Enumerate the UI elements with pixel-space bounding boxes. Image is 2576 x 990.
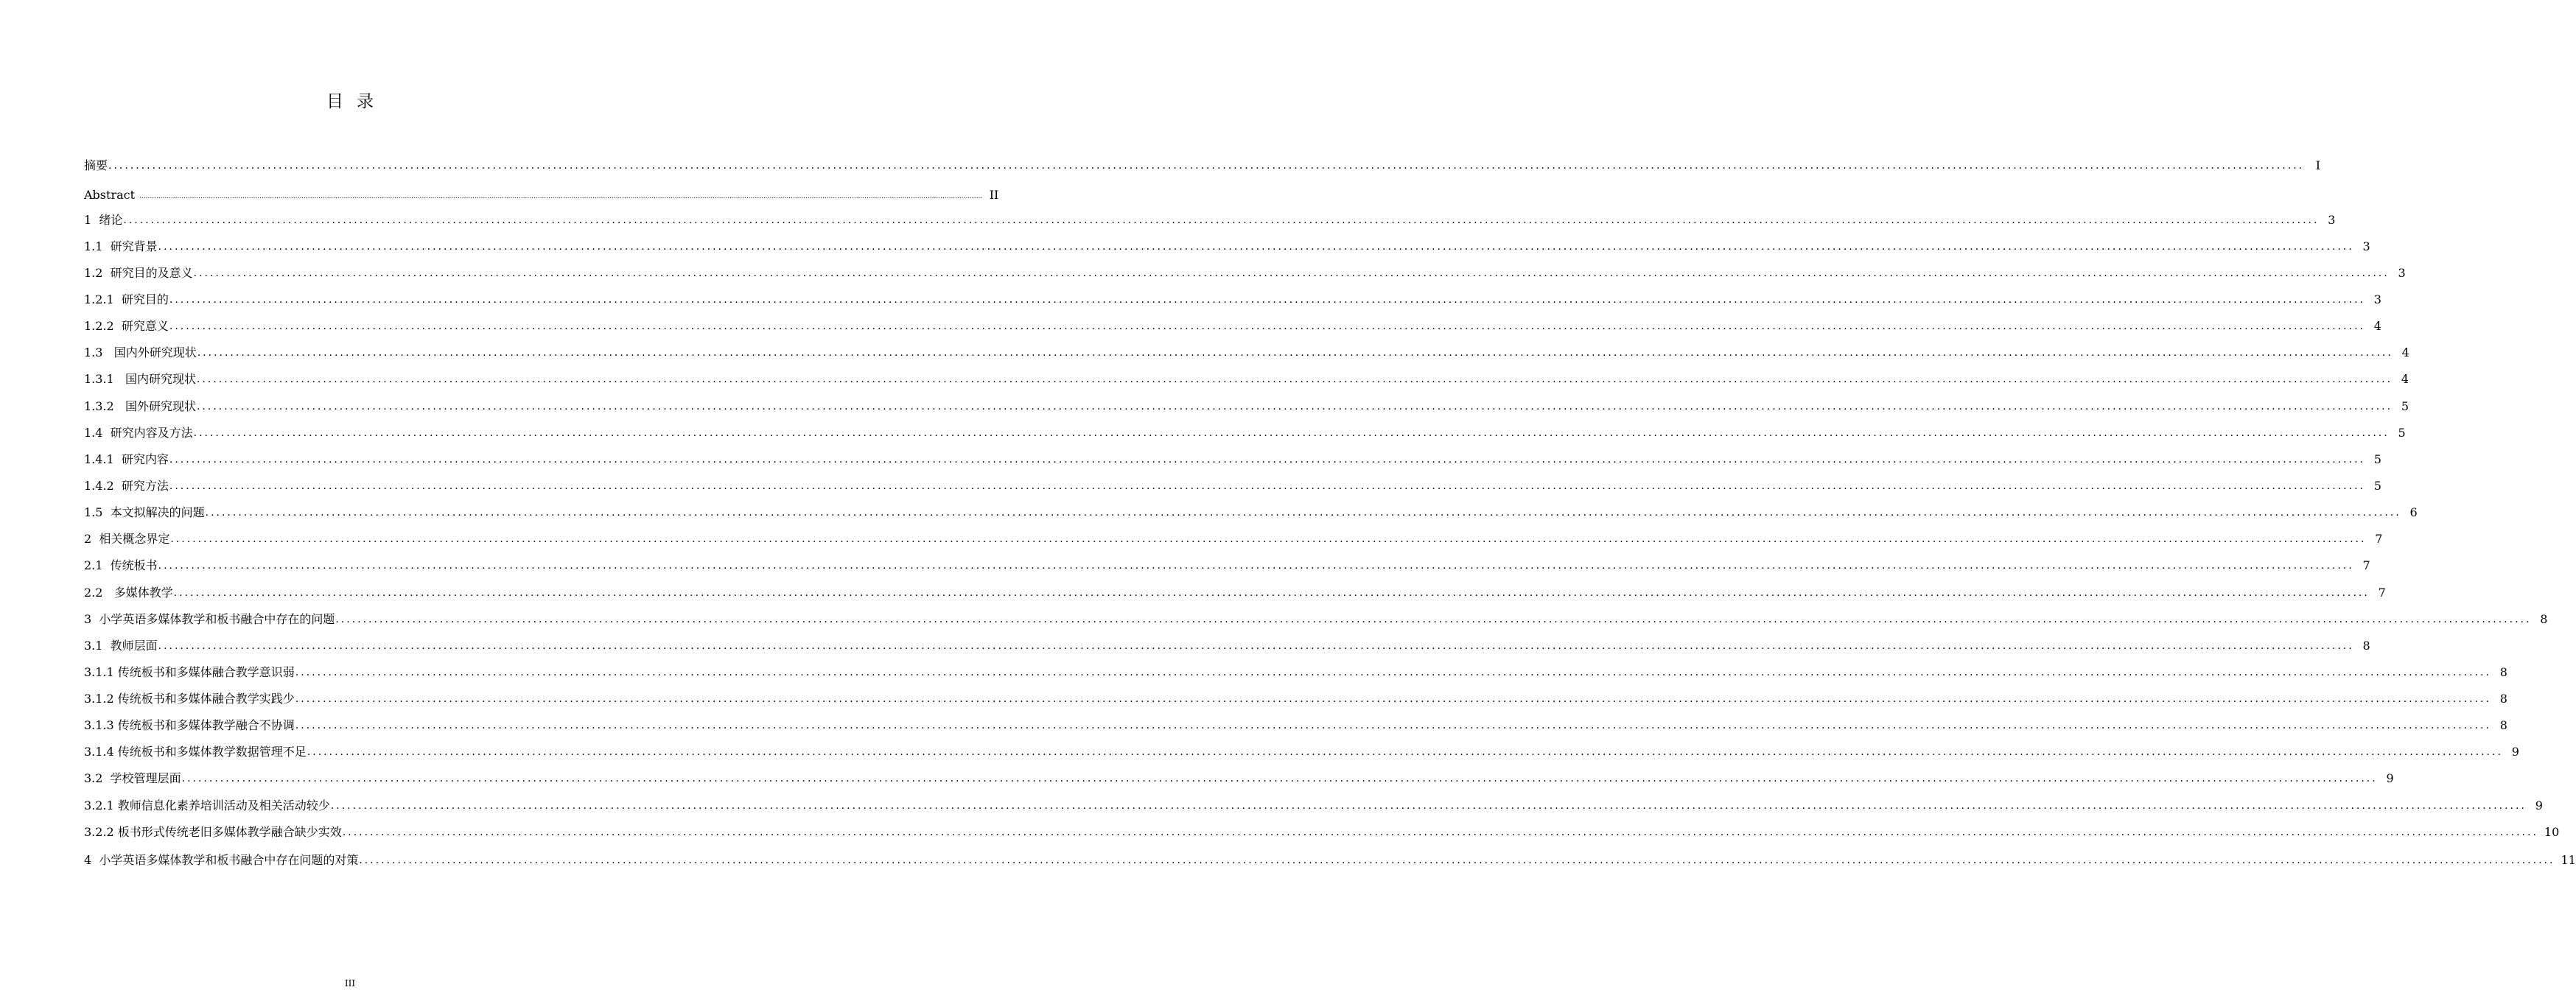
toc-dot-leader: ................................................................................................................................................................................................................................................................................................................................................................................................................ bbox=[197, 347, 2393, 359]
toc-entry-page: 5 bbox=[2373, 452, 2381, 466]
toc-entry-label: 1.1 研究背景 bbox=[84, 239, 158, 253]
toc-entry-page: I bbox=[2315, 158, 2321, 172]
toc-entry-label: Abstract bbox=[84, 188, 136, 202]
toc-entry-page: 5 bbox=[2398, 426, 2406, 440]
toc-dot-leader: ................................................................................................................................................................................................................................................................................................................................................................................................................ bbox=[169, 320, 2365, 332]
toc-dot-leader: ................................................................................................................................................................................................................................................................................................................................................................................................................ bbox=[181, 773, 2378, 784]
toc-entry[interactable] bbox=[84, 182, 999, 208]
toc-dot-leader: ................................................................................................................................................................................................................................................................................................................................................................................................................ bbox=[123, 214, 2320, 226]
toc-dot-leader: ................................................................................................................................................................................................................................................................................................................................................................................................................ bbox=[158, 241, 2354, 253]
toc-entry-page: 4 bbox=[2401, 345, 2409, 359]
toc-entry-label: 1.3.1 国内研究现状 bbox=[84, 372, 196, 386]
toc-entry-label: 1.3.2 国外研究现状 bbox=[84, 399, 196, 413]
toc-dot-leader: ................................................................................................................................................................................................................................................................................................................................................................................................................ bbox=[196, 373, 2393, 385]
toc-entry-label: 3.1 教师层面 bbox=[84, 639, 158, 653]
toc-dot-leader: ................................................................................................................................................................................................................................................................................................................................................................................................................ bbox=[359, 854, 2555, 866]
toc-entry-page: 7 bbox=[2378, 586, 2386, 600]
toc-dot-leader: ................................................................................................................................................................................................................................................................................................................................................................................................................ bbox=[169, 480, 2365, 492]
toc-entry-page: 3 bbox=[2328, 213, 2336, 227]
toc-entry-page: 3 bbox=[2373, 292, 2381, 306]
toc-entry-label: 1.3 国内外研究现状 bbox=[84, 345, 197, 359]
toc-entry-page: 8 bbox=[2499, 692, 2507, 706]
toc-dot-leader: ................................................................................................................................................................................................................................................................................................................................................................................................................ bbox=[330, 800, 2527, 812]
toc-entry-label: 3.1.2 传统板书和多媒体融合教学实践少 bbox=[84, 692, 295, 706]
toc-entry-page: 7 bbox=[2362, 558, 2370, 572]
toc-entry-page: 7 bbox=[2375, 532, 2383, 546]
toc-entry[interactable] bbox=[84, 366, 2409, 393]
toc-entry[interactable] bbox=[84, 793, 2543, 819]
toc-dot-leader: ................................................................................................................................................................................................................................................................................................................................................................................................................ bbox=[295, 693, 2491, 705]
toc-entry-label: 3.2.2 板书形式传统老旧多媒体教学融合缺少实效 bbox=[84, 825, 342, 839]
toc-entry-page: 10 bbox=[2544, 825, 2560, 839]
toc-entry[interactable] bbox=[84, 847, 2576, 874]
toc-entry-page: 3 bbox=[2398, 266, 2406, 280]
toc-entry[interactable] bbox=[84, 606, 2548, 633]
toc-entry[interactable] bbox=[84, 234, 2370, 260]
toc-dot-leader: ................................................................................................................................................................................................................................................................................................................................................................................................................ bbox=[158, 640, 2354, 652]
toc-entry-label: 3.1.4 传统板书和多媒体教学数据管理不足 bbox=[84, 745, 307, 759]
toc-entry[interactable] bbox=[84, 393, 2409, 420]
toc-entry[interactable] bbox=[84, 499, 2418, 526]
toc-entry[interactable] bbox=[84, 313, 2381, 340]
toc-entry-page: 9 bbox=[2386, 771, 2394, 785]
toc-dot-leader: ................................................................................................................................................................................................................................................................................................................................................................................................................ bbox=[295, 720, 2491, 731]
toc-entry[interactable] bbox=[84, 207, 2336, 234]
toc-dot-leader: ................................................................................................................................................................................................................................................................................................................................................................................................................ bbox=[173, 587, 2370, 599]
toc-entry[interactable] bbox=[84, 420, 2406, 446]
toc-entry-page: 6 bbox=[2409, 505, 2418, 519]
toc-entry-label: 2.2 多媒体教学 bbox=[84, 586, 173, 600]
toc-dot-leader: ................................................................................................................................................................................................................................................................................................................................................................................................................ bbox=[193, 267, 2390, 279]
toc-entry-page: 8 bbox=[2499, 718, 2507, 732]
toc-entry[interactable] bbox=[84, 552, 2370, 579]
toc-entry-page: 9 bbox=[2535, 798, 2543, 812]
toc-entry-label: 2 相关概念界定 bbox=[84, 532, 170, 546]
toc-dot-leader: ................................................................................................................................................................................................................................................................................................................................................................................................................ bbox=[193, 427, 2390, 439]
toc-entry-page: 4 bbox=[2401, 372, 2409, 386]
toc-entry-label: 1.4.1 研究内容 bbox=[84, 452, 169, 466]
toc-entry[interactable] bbox=[84, 659, 2507, 686]
toc-entry-page: 5 bbox=[2401, 399, 2409, 413]
toc-entry[interactable] bbox=[84, 526, 2383, 552]
toc-entry-page: 4 bbox=[2373, 319, 2381, 333]
toc-entry[interactable] bbox=[84, 260, 2406, 287]
toc-dot-leader: ................................................................................................................................................................................................................................................................................................................................................................................................................ bbox=[335, 614, 2532, 625]
toc-entry-page: II bbox=[989, 188, 999, 202]
toc-entry-label: 1.2 研究目的及意义 bbox=[84, 266, 193, 280]
toc-dot-leader: ................................................................................................................................................................................................................................................................................................................................................................................................................ bbox=[170, 533, 2367, 545]
toc-entry-label: 3.1.3 传统板书和多媒体教学融合不协调 bbox=[84, 718, 295, 732]
toc-entry-page: 9 bbox=[2511, 745, 2519, 759]
toc-entry-label: 4 小学英语多媒体教学和板书融合中存在问题的对策 bbox=[84, 853, 359, 867]
toc-dot-leader: ................................................................................................................................................................................................................................................................................................................................................................................................................ bbox=[295, 667, 2491, 678]
toc-entry[interactable] bbox=[84, 473, 2381, 499]
toc-entry[interactable] bbox=[84, 712, 2507, 739]
toc-dot-leader: ................................................................................................................................................................................................................................................................................................................................................................................................................ bbox=[169, 454, 2365, 466]
toc-entry-page: 3 bbox=[2362, 239, 2370, 253]
toc-entry-label: 1.4 研究内容及方法 bbox=[84, 426, 193, 440]
toc-dot-leader: ................................................................................................................................................................................................................................................................................................................................................................................................................ bbox=[342, 826, 2538, 838]
toc-entry-label: 1.5 本文拟解决的问题 bbox=[84, 505, 205, 519]
toc-entry-label: 3.1.1 传统板书和多媒体融合教学意识弱 bbox=[84, 665, 295, 679]
toc-dot-leader: ................................................................................................................................................................................................................................................................................................................................................................................................................ bbox=[169, 294, 2365, 306]
toc-entry-label: 3 小学英语多媒体教学和板书融合中存在的问题 bbox=[84, 612, 335, 626]
toc-entry-label: 摘要 bbox=[84, 158, 108, 172]
toc-entry[interactable] bbox=[84, 765, 2394, 792]
toc-entry-label: 1.2.2 研究意义 bbox=[84, 319, 169, 333]
toc-dot-leader: ................................................................................................................................................................................................................................................................................................................................................................................................................ bbox=[139, 193, 983, 200]
toc-dot-leader: ................................................................................................................................................................................................................................................................................................................................................................................................................ bbox=[158, 560, 2354, 572]
toc-entry-page: 8 bbox=[2362, 639, 2370, 653]
toc-entry[interactable] bbox=[84, 446, 2381, 473]
toc-entry-label: 1.2.1 研究目的 bbox=[84, 292, 169, 306]
toc-dot-leader: ................................................................................................................................................................................................................................................................................................................................................................................................................ bbox=[307, 746, 2503, 758]
toc-entry-label: 3.2.1 教师信息化素养培训活动及相关活动较少 bbox=[84, 798, 330, 812]
toc-entry-page: 8 bbox=[2540, 612, 2548, 626]
toc-entry-label: 3.2 学校管理层面 bbox=[84, 771, 181, 785]
toc-entry-page: 8 bbox=[2499, 665, 2507, 679]
toc-entry[interactable] bbox=[84, 152, 2321, 179]
toc-entry-label: 1.4.2 研究方法 bbox=[84, 479, 169, 493]
toc-dot-leader: ................................................................................................................................................................................................................................................................................................................................................................................................................ bbox=[196, 401, 2393, 412]
toc-entry-page: 5 bbox=[2373, 479, 2381, 493]
toc-entry[interactable] bbox=[84, 819, 2560, 846]
toc-entry[interactable] bbox=[84, 580, 2386, 606]
page-number: III bbox=[344, 978, 356, 989]
toc-dot-leader: ................................................................................................................................................................................................................................................................................................................................................................................................................ bbox=[205, 507, 2401, 519]
toc-entry[interactable] bbox=[84, 633, 2370, 659]
toc-entry[interactable] bbox=[84, 686, 2507, 712]
toc-entry-label: 2.1 传统板书 bbox=[84, 558, 158, 572]
toc-entry[interactable] bbox=[84, 287, 2381, 313]
page-title: 目录 bbox=[326, 92, 387, 111]
toc-entry-label: 1 绪论 bbox=[84, 213, 123, 227]
toc-entry[interactable] bbox=[84, 739, 2519, 765]
toc-dot-leader: ................................................................................................................................................................................................................................................................................................................................................................................................................ bbox=[108, 160, 2305, 172]
toc-entry-page: 11 bbox=[2561, 853, 2576, 867]
toc-entry[interactable] bbox=[84, 340, 2409, 366]
